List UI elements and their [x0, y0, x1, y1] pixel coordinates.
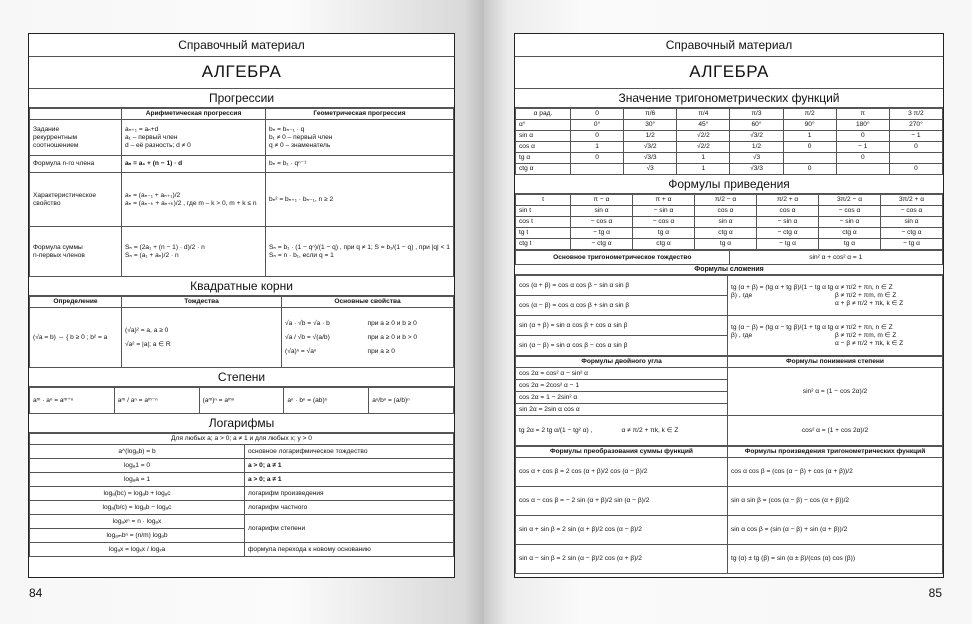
log-formula: logₐxⁿ = n · logₐx: [30, 515, 245, 529]
root-property-cond: при a ≥ 0 и b > 0: [367, 333, 418, 341]
trig-value-cell: 1: [783, 131, 836, 142]
addition-formula: cos (α + β) = cos α cos β − sin α sin β: [516, 276, 728, 296]
sum-to-product-formula: cos α − cos β = − 2 sin (α + β)/2 sin (α − β)/2: [516, 487, 728, 516]
prog-row-label: Формула суммы n-первых членов: [30, 227, 122, 277]
reduction-head-cell: π − α: [571, 195, 633, 206]
trig-value-cell: √3/3: [624, 153, 677, 164]
addition-table: [515, 275, 943, 356]
col-geom: Геометрическая прогрессия: [266, 109, 454, 120]
reduction-cell: sin α: [881, 217, 943, 228]
trig-head-cell: π/2: [783, 109, 836, 120]
trig-head-cell: π/6: [624, 109, 677, 120]
reduction-cell: cos α: [695, 206, 757, 217]
reduction-cell: tg α: [695, 239, 757, 250]
prog-row-arith: aₙ₊₁ = aₙ+d a₁ – первый член d – её разность; d ≠ 0: [122, 120, 266, 156]
trig-value-cell: 30°: [624, 120, 677, 131]
root-property-cond: при a ≥ 0 и b ≥ 0: [367, 319, 417, 327]
root-identity: √a² = |a|; a ∈ R: [125, 340, 171, 348]
trig-value-cell: [571, 164, 624, 175]
reduction-head-cell: π + α: [633, 195, 695, 206]
reduction-cell: − tg α: [881, 239, 943, 250]
trig-value-cell: √2/2: [677, 142, 730, 153]
double-angle-formula: cos 2α = 1 − 2sin² α: [516, 392, 728, 404]
log-description: формула перехода к новому основанию: [245, 543, 454, 557]
reduction-cell: − cos α: [819, 206, 881, 217]
double-angle-title: Формулы двойного угла: [516, 357, 728, 368]
row-label: sin α: [516, 131, 571, 142]
col-identities: Тождества: [122, 297, 282, 308]
trig-value-cell: √3/3: [730, 164, 783, 175]
page-number-left: 84: [29, 586, 43, 600]
root-identity: (√a)² = a, a ≥ 0: [125, 326, 169, 334]
row-label: ctg α: [516, 164, 571, 175]
tg-sum-conditions: α ≠ π/2 + πn, n ∈ Z β ≠ π/2 + πm, m ∈ Z α + β ≠ π/2 + πk, k ∈ Z: [835, 283, 904, 307]
product-to-sum-formula: cos α cos β = (cos (α − β) + cos (α + β))/2: [728, 458, 943, 487]
reduction-table: [515, 194, 943, 250]
power-rule: aᵐ / aⁿ = aᵐ⁻ⁿ: [114, 388, 199, 414]
lowering-cos: cos² α = (1 + cos 2α)/2: [728, 416, 943, 446]
root-property-formula: √a · √b = √a · b: [285, 319, 330, 327]
reduction-cell: − sin α: [757, 217, 819, 228]
prog-row-label: Характеристическое свойство: [30, 173, 122, 227]
reduction-cell: − cos α: [633, 217, 695, 228]
trig-value-cell: 1/2: [730, 142, 783, 153]
product-to-sum-formula: tg (α) ± tg (β) = sin (α ± β)/(cos (α) cos (β)): [728, 545, 943, 574]
trig-value-cell: √3: [730, 153, 783, 164]
power-rule: aⁿ/bⁿ = (a/b)ⁿ: [369, 388, 454, 414]
row-label: cos α: [516, 142, 571, 153]
trig-value-cell: 0: [783, 142, 836, 153]
left-title: АЛГЕБРА: [29, 57, 454, 89]
reduction-head-cell: 3π/2 + α: [881, 195, 943, 206]
right-page: [484, 0, 972, 624]
lowering-title: Формулы понижения степени: [728, 357, 943, 368]
addition-formula: cos (α − β) = cos α cos β + sin α sin β: [516, 296, 728, 316]
reduction-cell: − tg α: [757, 239, 819, 250]
reduction-cell: − ctg α: [571, 239, 633, 250]
logs-note: Для любых a; a > 0; a ≠ 1 и для любых x; y > 0: [30, 434, 454, 445]
trig-value-cell: 0°: [571, 120, 624, 131]
identity-formula: sin² α + cos² α = 1: [729, 251, 943, 265]
prog-row-geom: bₙ = b₁ · qⁿ⁻¹: [266, 156, 454, 173]
trig-value-cell: 45°: [677, 120, 730, 131]
trig-value-cell: 1: [677, 164, 730, 175]
right-header: Справочный материал: [515, 34, 943, 57]
trig-head-cell: α рад.: [516, 109, 571, 120]
row-label: tg α: [516, 153, 571, 164]
trig-head-cell: π/3: [730, 109, 783, 120]
trig-value-cell: 0: [889, 164, 942, 175]
progressions-table: [29, 108, 454, 277]
prog-row-geom: bₙ² = bₙ₊₁ · bₙ₋₁, n ≥ 2: [266, 173, 454, 227]
reduction-cell: − sin α: [633, 206, 695, 217]
sum-to-product-formula: sin α + sin β = 2 sin (α + β)/2 cos (α − β)/2: [516, 516, 728, 545]
trig-value-cell: 1: [677, 153, 730, 164]
col-arith: Арифметическая прогрессия: [122, 109, 266, 120]
prog-row-geom: bₙ = bₙ₋₁ · q b₁ ≠ 0 – первый член q ≠ 0 – знаменатель: [266, 120, 454, 156]
reduction-cell: − cos α: [881, 206, 943, 217]
trig-head-cell: π: [836, 109, 889, 120]
tg-diff-formula: tg (α − β) = (tg α − tg β)/(1 + tg α tg β) , где: [731, 323, 834, 339]
log-formula: logₐ(bc) = logₐb + logₐc: [30, 487, 245, 501]
trig-value-cell: √2/2: [677, 131, 730, 142]
progressions-title: Прогрессии: [29, 89, 454, 108]
double-angle-tg: tg 2α = 2 tg α/(1 − tg² α) ,: [519, 426, 593, 434]
reduction-cell: ctg α: [819, 228, 881, 239]
col-def: Определение: [30, 297, 122, 308]
trig-value-cell: − 1: [889, 131, 942, 142]
sum-to-product-formula: sin α − sin β = 2 sin (α − β)/2 cos (α + β)/2: [516, 545, 728, 574]
lowering-sin: sin² α = (1 − cos 2α)/2: [728, 368, 943, 416]
reduction-cell: ctg α: [695, 228, 757, 239]
tg-sum-formula: tg (α + β) = (tg α + tg β)/(1 − tg α tg β) , где: [731, 283, 834, 299]
row-label: sin t: [516, 206, 571, 217]
reduction-cell: sin α: [571, 206, 633, 217]
powers-table: [29, 387, 454, 414]
row-label: α°: [516, 120, 571, 131]
power-rule: (aᵐ)ⁿ = aᵐⁿ: [199, 388, 284, 414]
reduction-cell: − ctg α: [881, 228, 943, 239]
double-angle-formula: cos 2α = cos² α − sin² α: [516, 368, 728, 380]
trig-value-cell: √3/2: [624, 142, 677, 153]
prog-row-arith: aₙ = a₁ + (n − 1) · d: [122, 156, 266, 173]
reduction-cell: tg α: [633, 228, 695, 239]
reduction-cell: − ctg α: [757, 228, 819, 239]
trig-value-cell: 0: [889, 142, 942, 153]
trig-value-cell: 180°: [836, 120, 889, 131]
right-reference-box: [514, 33, 944, 578]
reduction-cell: tg α: [819, 239, 881, 250]
log-description: логарифм степени: [245, 515, 454, 543]
trig-value-cell: 0: [836, 153, 889, 164]
identity-table: [515, 250, 943, 265]
row-label: ctg t: [516, 239, 571, 250]
powers-title: Степени: [29, 368, 454, 387]
addition-title: Формулы сложения: [515, 265, 943, 275]
root-property-formula: (√a)ⁿ = √aⁿ: [285, 347, 317, 355]
trig-head-cell: 3 π/2: [889, 109, 942, 120]
trig-value-cell: 1: [571, 142, 624, 153]
log-description: a > 0; a ≠ 1: [245, 459, 454, 473]
power-rule: aᵐ · aⁿ = aᵐ⁺ⁿ: [30, 388, 115, 414]
prog-row-label: Задание рекуррентным соотношением: [30, 120, 122, 156]
double-lowering-table: [515, 356, 943, 446]
trig-values-title: Значение тригонометрических функций: [515, 89, 943, 108]
addition-formula: sin (α + β) = sin α cos β + cos α sin β: [516, 316, 728, 336]
left-header: Справочный материал: [29, 34, 454, 57]
log-formula: logₐa = 1: [30, 473, 245, 487]
log-description: основное логарифмическое тождество: [245, 445, 454, 459]
trig-value-cell: [836, 164, 889, 175]
trig-value-cell: − 1: [836, 142, 889, 153]
log-formula: a^(logₐb) = b: [30, 445, 245, 459]
reduction-cell: cos α: [757, 206, 819, 217]
tg-diff-conditions: α ≠ π/2 + πn, n ∈ Z β ≠ π/2 + πm, m ∈ Z α − β ≠ π/2 + πk, k ∈ Z: [835, 323, 904, 347]
trig-value-cell: 0: [836, 131, 889, 142]
row-label: tg t: [516, 228, 571, 239]
trig-value-cell: [889, 153, 942, 164]
roots-title: Квадратные корни: [29, 277, 454, 296]
logs-table: [29, 433, 454, 557]
row-label: cos t: [516, 217, 571, 228]
prog-row-label: Формула n-го члена: [30, 156, 122, 173]
reduction-cell: − sin α: [819, 217, 881, 228]
sum-to-product-title: Формулы преобразования суммы функций: [516, 447, 728, 458]
reduction-cell: sin α: [695, 217, 757, 228]
trig-value-cell: 0: [571, 153, 624, 164]
trig-value-cell: √3: [624, 164, 677, 175]
reduction-cell: ctg α: [633, 239, 695, 250]
trig-values-table: [515, 108, 943, 175]
double-angle-formula: cos 2α = 2cos² α − 1: [516, 380, 728, 392]
right-title: АЛГЕБРА: [515, 57, 943, 89]
prog-row-arith: Sₙ = (2a₁ + (n − 1) · d)/2 · n Sₙ = (a₁ + aₙ)/2 · n: [122, 227, 266, 277]
trig-value-cell: 60°: [730, 120, 783, 131]
reduction-head-cell: π/2 + α: [757, 195, 819, 206]
trig-head-cell: 0: [571, 109, 624, 120]
product-to-sum-formula: sin α cos β = (sin (α − β) + sin (α + β))/2: [728, 516, 943, 545]
root-property-formula: √a / √b = √(a/b): [285, 333, 330, 341]
log-description: логарифм частного: [245, 501, 454, 515]
trig-value-cell: 0: [783, 164, 836, 175]
trig-head-cell: π/4: [677, 109, 730, 120]
sum-to-product-formula: cos α + cos β = 2 cos (α + β)/2 cos (α − β)/2: [516, 458, 728, 487]
trig-value-cell: 0: [571, 131, 624, 142]
trig-value-cell: √3/2: [730, 131, 783, 142]
col-properties: Основные свойства: [282, 297, 454, 308]
left-page: [0, 0, 484, 624]
log-description: a > 0; a ≠ 1: [245, 473, 454, 487]
page-number-right: 85: [928, 586, 942, 600]
power-rule: aⁿ · bⁿ = (ab)ⁿ: [284, 388, 369, 414]
log-formula: logₐ(b/c) = logₐb − logₐc: [30, 501, 245, 515]
root-definition: (√a = b) ⇔ { b ≥ 0 ; b² = a: [30, 308, 122, 368]
product-to-sum-title: Формулы произведения тригонометрических функций: [728, 447, 943, 458]
trig-value-cell: 270°: [889, 120, 942, 131]
reduction-title: Формулы приведения: [515, 175, 943, 194]
roots-table: [29, 296, 454, 368]
prog-row-geom: Sₙ = b₁ · (1 − qⁿ)/(1 − q) , при q ≠ 1; S = b₁/(1 − q) , при |q| < 1 Sₙ = n · b₁, если q = 1: [266, 227, 454, 277]
log-formula: logₐₘbⁿ = (n/m) logₐb: [30, 529, 245, 543]
root-property-cond: при a ≥ 0: [367, 347, 395, 355]
reduction-head-cell: π/2 − α: [695, 195, 757, 206]
log-formula: logₐx = logₓx / logₓa: [30, 543, 245, 557]
prog-row-arith: aₙ = (aₙ₋₁ + aₙ₊₁)/2 aₙ = (aₙ₋ₖ + aₙ₊ₖ)/2 , где m – k > 0, m + k ≤ n: [122, 173, 266, 227]
identity-label: Основное тригонометрическое тождество: [516, 251, 730, 265]
trig-value-cell: 90°: [783, 120, 836, 131]
left-reference-box: [28, 33, 455, 578]
sum-product-table: [515, 446, 943, 574]
trig-value-cell: [783, 153, 836, 164]
double-angle-tg-cond: α ≠ π/2 + πk, k ∈ Z: [621, 426, 679, 434]
log-formula: logₐ1 = 0: [30, 459, 245, 473]
trig-value-cell: 1/2: [624, 131, 677, 142]
reduction-head-cell: 3π/2 − α: [819, 195, 881, 206]
product-to-sum-formula: sin α sin β = (cos (α − β) − cos (α + β))/2: [728, 487, 943, 516]
addition-formula: sin (α − β) = sin α cos β − cos α sin β: [516, 336, 728, 356]
log-description: логарифм произведения: [245, 487, 454, 501]
logs-title: Логарифмы: [29, 414, 454, 433]
reduction-cell: − cos α: [571, 217, 633, 228]
reduction-cell: − tg α: [571, 228, 633, 239]
double-angle-formula: sin 2α = 2sin α cos α: [516, 404, 728, 416]
reduction-head-cell: t: [516, 195, 571, 206]
progressions-corner: [30, 109, 122, 120]
